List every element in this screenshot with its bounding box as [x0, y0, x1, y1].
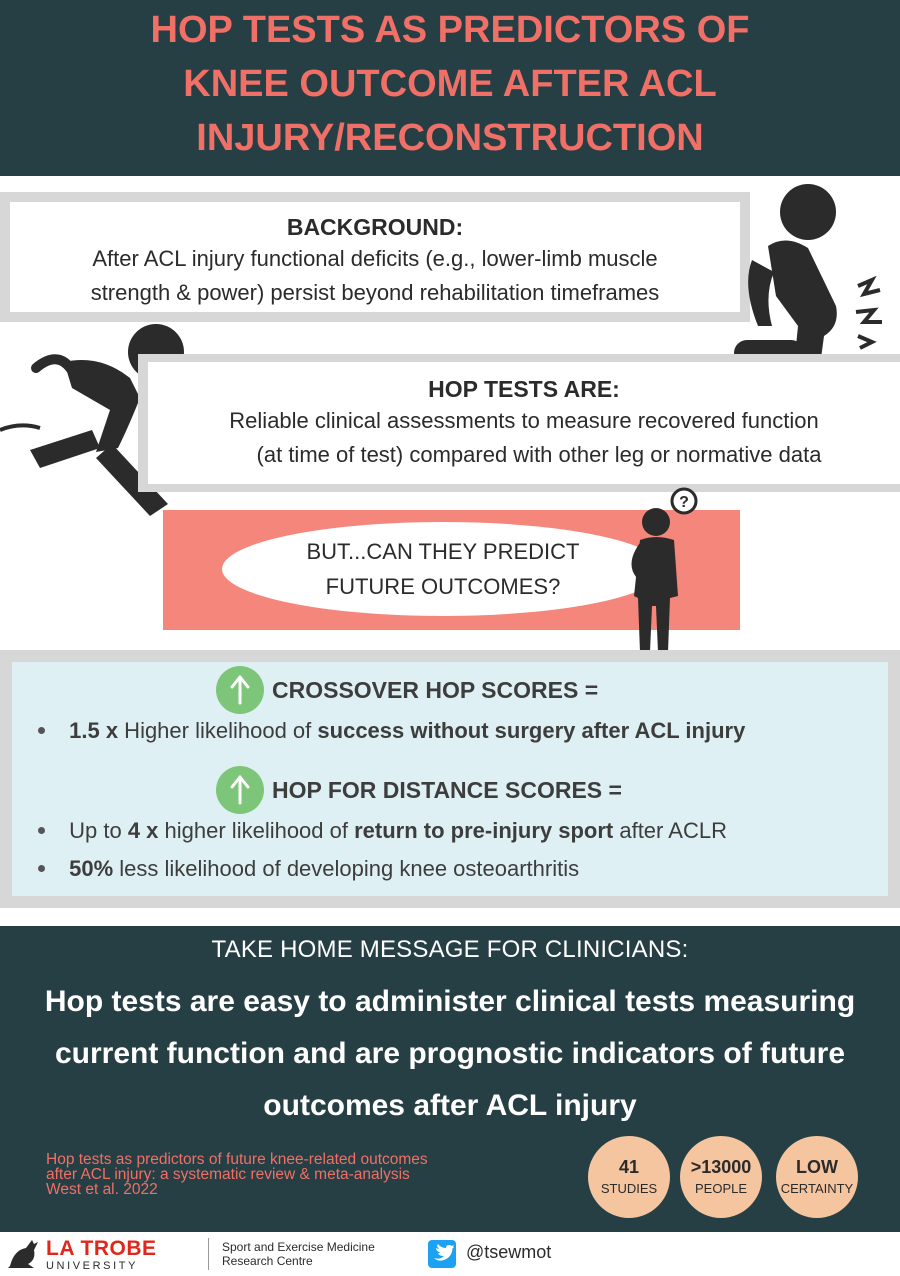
- distance-bullet-1: [38, 818, 727, 844]
- stat-certainty: [776, 1136, 858, 1218]
- crossover-bullet-1-text: Higher likelihood of: [118, 718, 318, 743]
- la-trobe-logo: [46, 1238, 157, 1272]
- header-banner: [0, 0, 900, 176]
- crossover-bullet-1-emphasis: success without surgery after ACL injury: [317, 718, 746, 743]
- hop-tests-box: [138, 354, 900, 492]
- distance-heading: HOP FOR DISTANCE SCORES =: [272, 776, 622, 803]
- crossover-bullet-1-value: 1.5 x: [69, 718, 119, 743]
- kangaroo-logo-icon: [4, 1238, 42, 1270]
- hop-tests-body-line2: (at time of test) compared with other leg or normative data: [256, 442, 822, 467]
- crossover-heading-row: [216, 666, 598, 714]
- stat-people: [680, 1136, 762, 1218]
- stat-studies-label: STUDIES: [600, 1181, 658, 1196]
- up-arrow-icon: [216, 766, 264, 814]
- distance-bullet-2-value: 50%: [69, 856, 114, 881]
- stat-people-num: >13000: [690, 1157, 752, 1177]
- question-line1: BUT...CAN THEY PREDICT: [306, 539, 580, 564]
- distance-heading-row: [216, 766, 622, 814]
- background-body-line1: After ACL injury functional deficits (e.g., lower-limb muscle: [92, 246, 658, 271]
- centre-line2: Research Centre: [222, 1254, 313, 1268]
- distance-bullet-2: [38, 856, 579, 882]
- distance-bullet-2-text: less likelihood of developing knee osteoarthritis: [113, 856, 580, 881]
- hop-tests-body-line1: Reliable clinical assessments to measure recovered function: [229, 408, 819, 433]
- distance-bullet-1-suffix: after ACLR: [613, 818, 727, 843]
- citation: [46, 1152, 566, 1197]
- background-title: BACKGROUND:: [286, 214, 464, 240]
- question-line2: FUTURE OUTCOMES?: [325, 574, 561, 599]
- distance-bullet-1-emphasis: return to pre-injury sport: [354, 818, 614, 843]
- footer-divider: [208, 1238, 209, 1270]
- stat-studies-num: 41: [618, 1157, 640, 1177]
- twitter-handle[interactable]: @tsewmot: [466, 1242, 552, 1262]
- background-box: [0, 192, 750, 322]
- crossover-bullet-1: [38, 718, 745, 744]
- stat-certainty-label: CERTAINTY: [780, 1181, 854, 1196]
- background-body-line2: strength & power) persist beyond rehabilitation timeframes: [90, 280, 660, 305]
- thinking-person-icon: [622, 486, 708, 654]
- logo-name: LA TROBE: [46, 1237, 157, 1260]
- logo-sub: UNIVERSITY: [46, 1260, 139, 1272]
- stat-studies: [588, 1136, 670, 1218]
- centre-line1: Sport and Exercise Medicine: [222, 1240, 375, 1254]
- takehome-section: [0, 926, 900, 1232]
- page-title: HOP TESTS AS PREDICTORS OF KNEE OUTCOME AFTER ACL INJURY/RECONSTRUCTION: [150, 9, 750, 159]
- distance-bullet-1-value: 4 x: [127, 818, 159, 843]
- citation-line3: West et al. 2022: [46, 1181, 158, 1198]
- twitter-icon[interactable]: [428, 1240, 456, 1268]
- question-mark-text: ?: [679, 494, 689, 511]
- citation-line1: Hop tests as predictors of future knee-related outcomes: [46, 1151, 428, 1168]
- takehome-label: TAKE HOME MESSAGE FOR CLINICIANS:: [211, 936, 689, 963]
- citation-line2: after ACL injury: a systematic review & meta-analysis: [46, 1166, 410, 1183]
- footer: [0, 1232, 900, 1276]
- distance-bullet-1-text: higher likelihood of: [158, 818, 355, 843]
- takehome-message: Hop tests are easy to administer clinical tests measuring current function and are prognostic indicators of future outcomes after ACL injury: [44, 985, 856, 1122]
- stat-people-label: PEOPLE: [694, 1181, 748, 1196]
- up-arrow-icon: [216, 666, 264, 714]
- results-box: [0, 650, 900, 908]
- stat-certainty-num: LOW: [796, 1157, 838, 1177]
- injured-kneeling-person-icon: [728, 176, 900, 376]
- hop-tests-title: HOP TESTS ARE:: [428, 376, 620, 402]
- distance-bullet-1-prefix: Up to: [69, 818, 128, 843]
- crossover-heading: CROSSOVER HOP SCORES =: [272, 676, 599, 703]
- research-centre-name: [222, 1240, 375, 1268]
- question-oval: [222, 522, 664, 616]
